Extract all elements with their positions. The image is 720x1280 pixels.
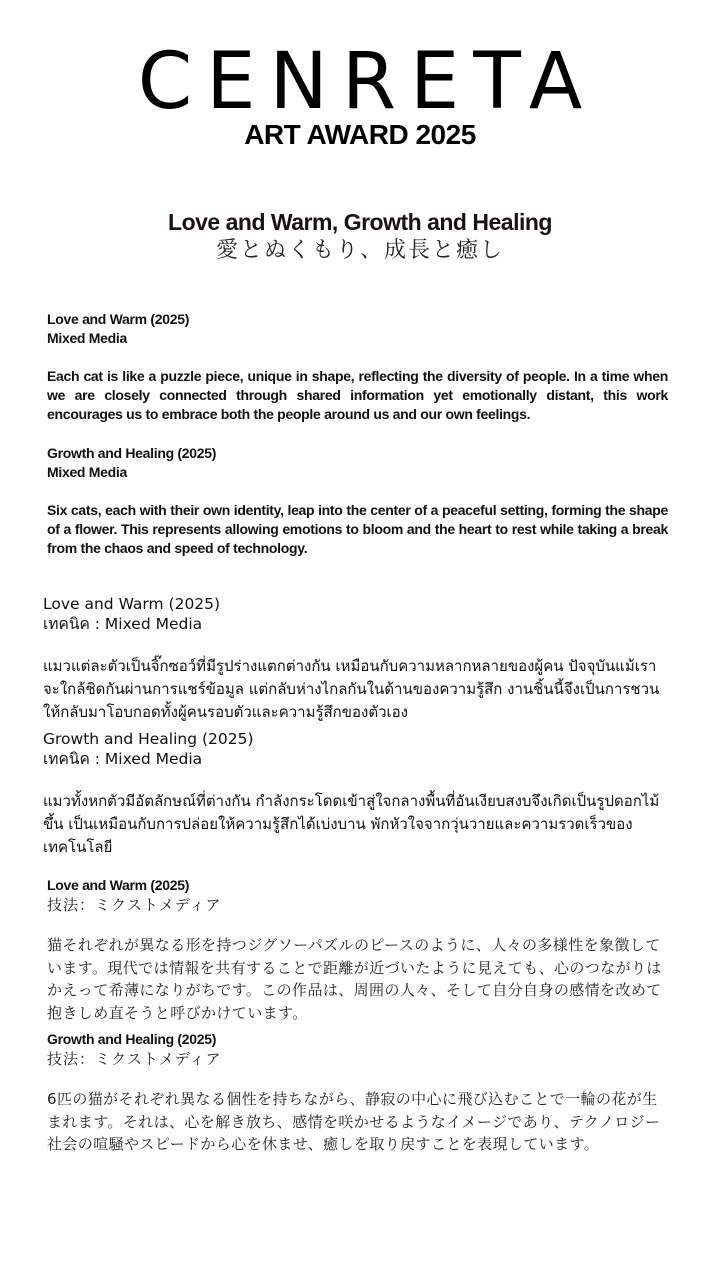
thai-work-2 bbox=[43, 729, 673, 859]
work-medium: Mixed Media bbox=[47, 464, 127, 480]
thai-work-1 bbox=[43, 594, 673, 724]
work-description: Each cat is like a puzzle piece, unique in shape, reflecting the diversity of people. In a time when we are closely connected through shared information yet emotionally distant, this work encourages us to embrace both the people around us and our own feelings. bbox=[47, 368, 668, 422]
work-medium: 技法：ミクストメディア bbox=[47, 1050, 222, 1068]
artwork-title-block bbox=[0, 208, 720, 266]
work-title: Growth and Healing (2025) bbox=[43, 730, 254, 748]
work-medium: เทคนิค : Mixed Media bbox=[43, 750, 203, 768]
work-title: Growth and Healing (2025) bbox=[47, 445, 217, 461]
work-medium: Mixed Media bbox=[47, 330, 127, 346]
logo-subtitle: ART AWARD 2025 bbox=[244, 119, 476, 150]
english-work-1 bbox=[47, 310, 668, 424]
work-medium: เทคนิค : Mixed Media bbox=[43, 615, 203, 633]
work-description: 猫それぞれが異なる形を持つジグソーパズルのピースのように、人々の多様性を象徴しています。現代では情報を共有することで距離が近づいたように見えても、心のつながりはかえって希薄になりがちです。この作品は、周囲の人々、そして自分自身の感情を改めて抱きしめ直そうと呼びかけています。 bbox=[47, 936, 662, 1022]
work-description: Six cats, each with their own identity, leap into the center of a peaceful setting, forming the shape of a flower. This represents allowing emotions to bloom and the heart to rest while taking a break from the chaos and speed of technology. bbox=[47, 502, 668, 556]
title-english: Love and Warm, Growth and Healing bbox=[168, 209, 552, 235]
work-medium: 技法：ミクストメディア bbox=[47, 896, 222, 914]
work-title: Love and Warm (2025) bbox=[43, 595, 221, 613]
title-japanese: 愛とぬくもり、成長と癒し bbox=[215, 238, 504, 263]
japanese-work-1 bbox=[47, 876, 668, 1024]
work-title: Love and Warm (2025) bbox=[47, 877, 190, 893]
logo-wordmark: CENRETA bbox=[137, 37, 597, 127]
english-work-2 bbox=[47, 444, 668, 558]
work-title: Growth and Healing (2025) bbox=[47, 1031, 217, 1047]
japanese-work-2 bbox=[47, 1030, 668, 1156]
work-description: แมวแต่ละตัวเป็นจิ๊กซอว์ที่มีรูปร่างแตกต่างกัน เหมือนกับความหลากหลายของผู้คน ปัจจุบันแม้เราจะใกล้ชิดกันผ่านการแชร์ข้อมูล แต่กลับห่างไกลกันในด้านของความรู้สึก งานชิ้นนี้จึงเป็นการชวนให้กลับมาโอบกอดทั้งผู้คนรอบตัวและความรู้สึกของตัวเอง bbox=[43, 657, 660, 721]
work-title: Love and Warm (2025) bbox=[47, 311, 190, 327]
work-description: แมวทั้งหกตัวมีอัตลักษณ์ที่ต่างกัน กำลังกระโดดเข้าสู่ใจกลางพื้นที่อันเงียบสงบจึงเกิดเป็นรูปดอกไม้ขึ้น เป็นเหมือนกับการปล่อยให้ความรู้สึกได้เบ่งบาน พักหัวใจจากวุ่นวายและความรวดเร็วของเทคโนโลยี bbox=[43, 792, 660, 856]
work-description: 6匹の猫がそれぞれ異なる個性を持ちながら、静寂の中心に飛び込むことで一輪の花が生まれます。それは、心を解き放ち、感情を咲かせるようなイメージであり、テクノロジー社会の喧騒やスピードから心を休ませ、癒しを取り戻すことを表現しています。 bbox=[47, 1090, 661, 1153]
award-logo bbox=[0, 37, 720, 150]
